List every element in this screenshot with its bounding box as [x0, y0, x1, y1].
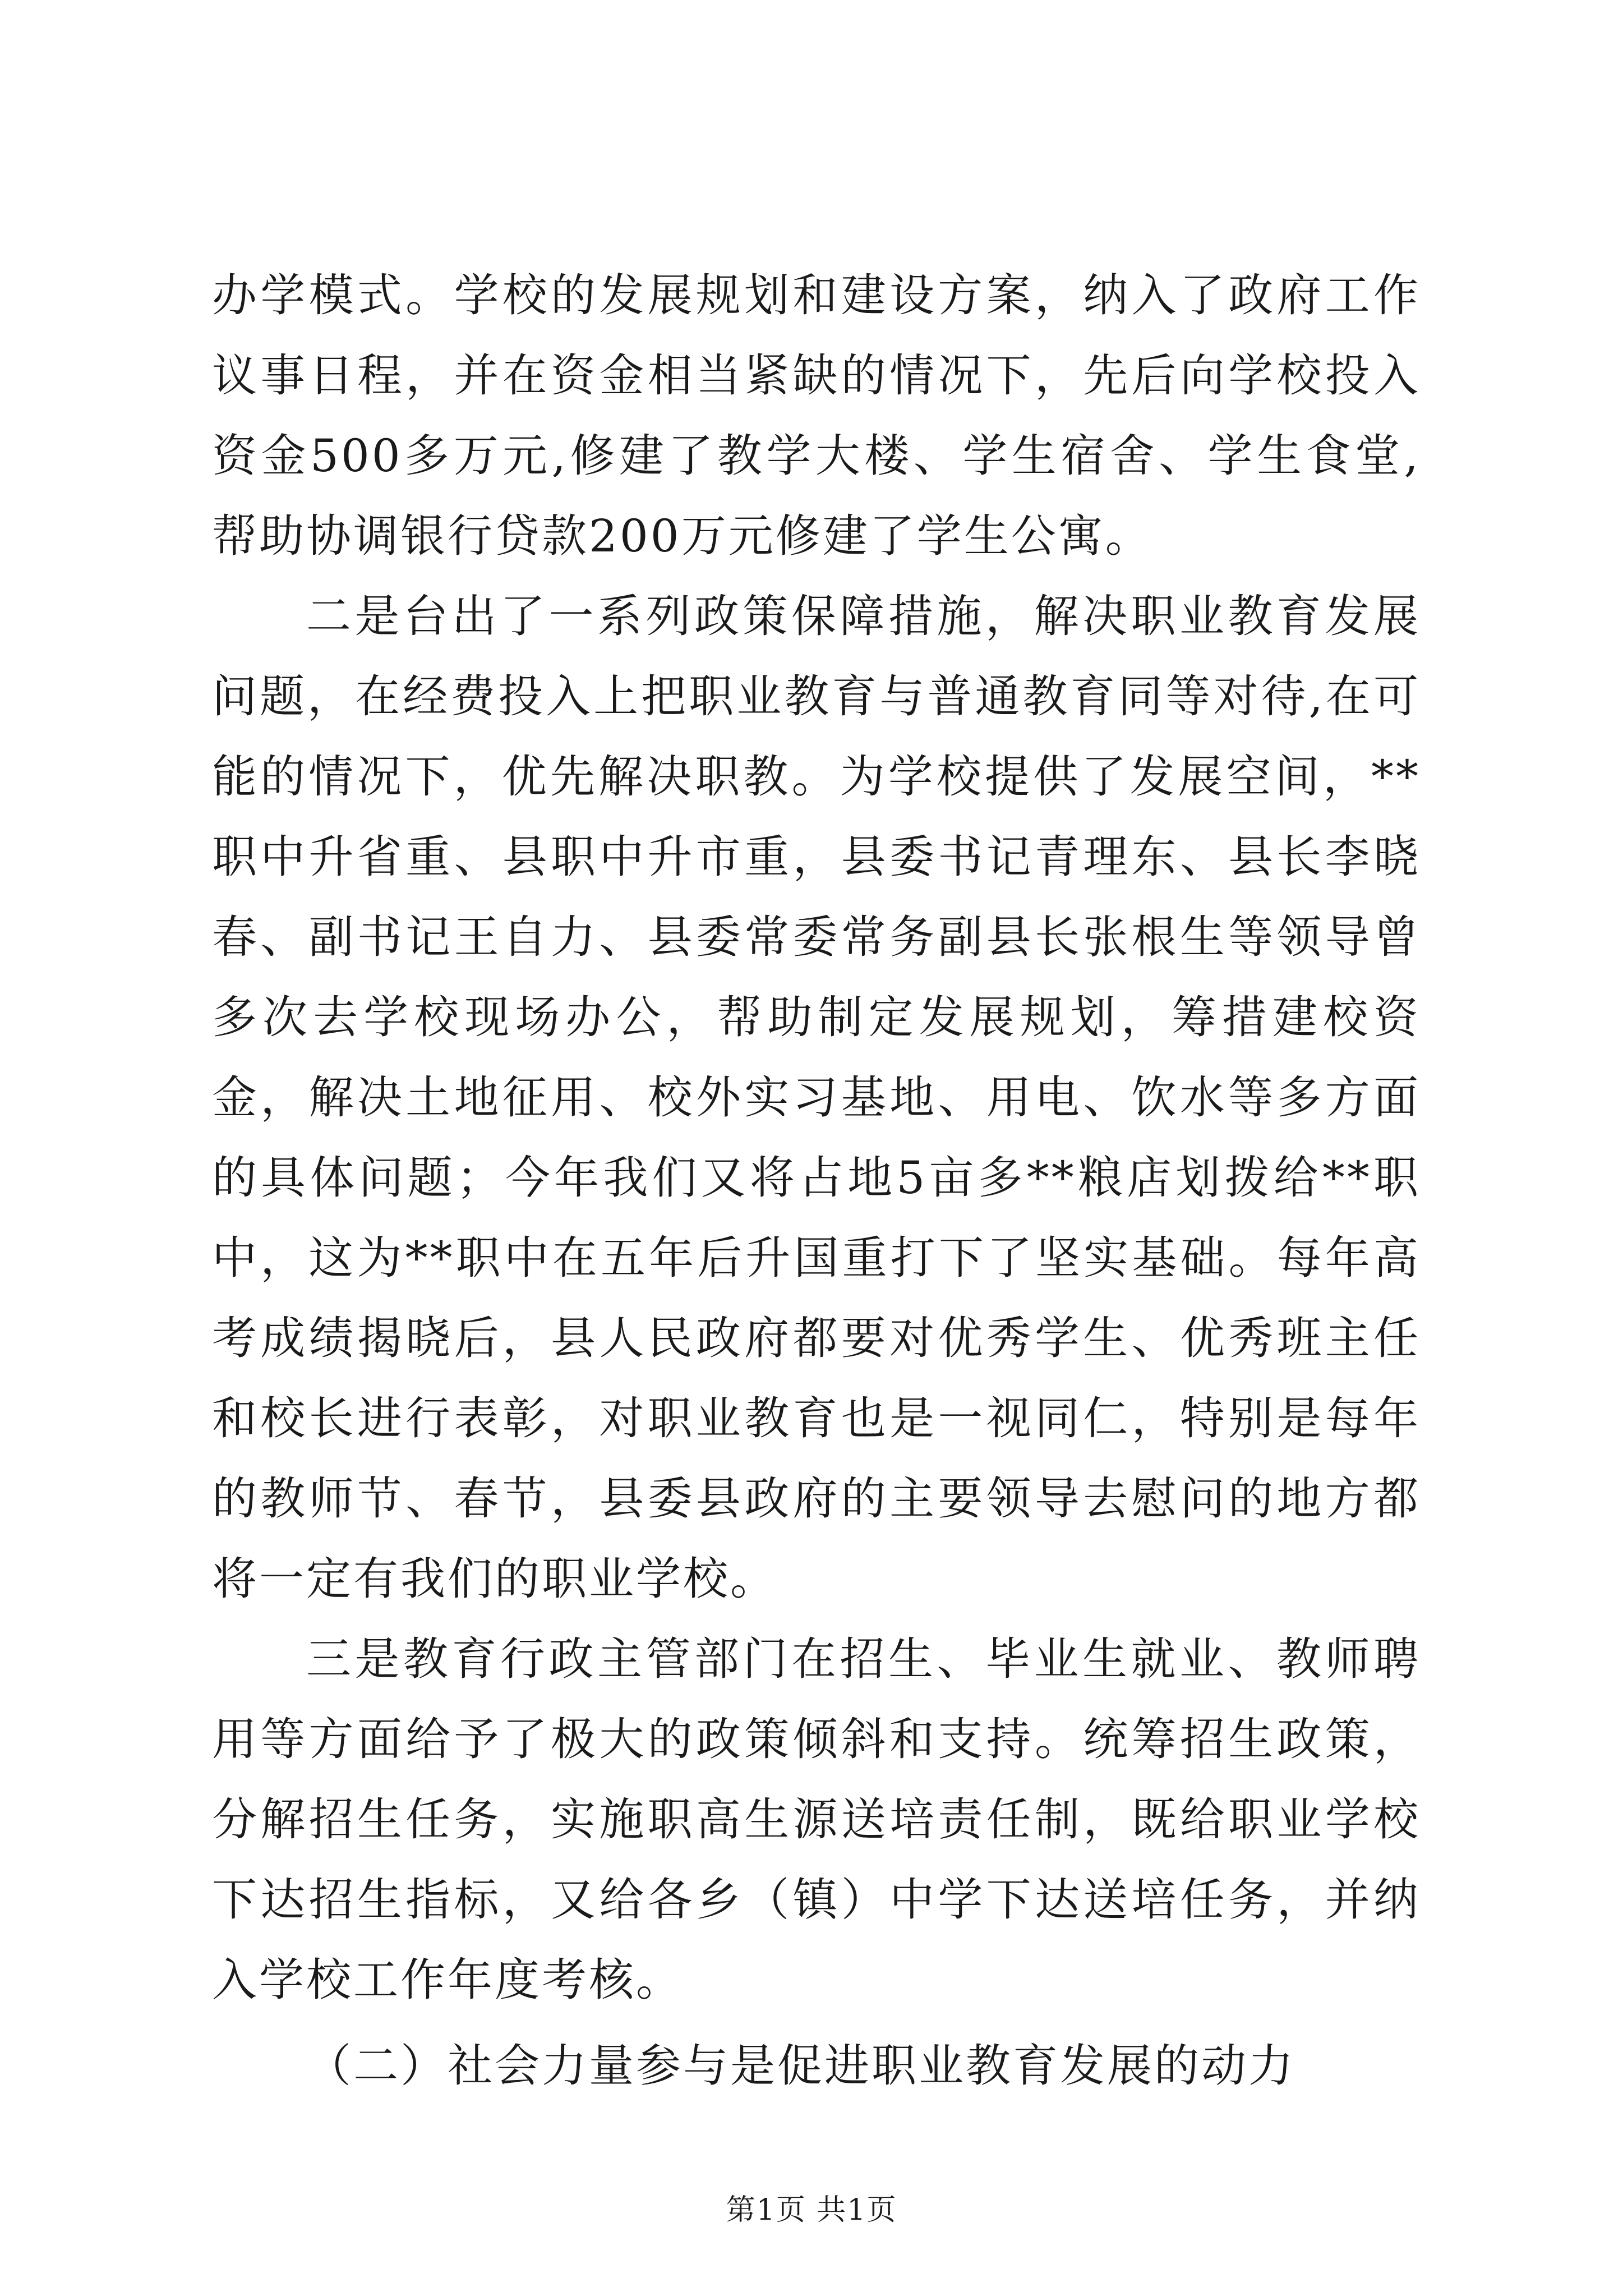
paragraph-1: 办学模式。学校的发展规划和建设方案，纳入了政府工作议事日程，并在资金相当紧缺的情况下，先后向学校投入资金500多万元,修建了教学大楼、学生宿舍、学生食堂,帮助协调银行贷款200万元修建了学生公寓。	[212, 269, 1421, 562]
section-heading: （二）社会力量参与是促进职业教育发展的动力	[306, 2040, 1295, 2092]
document-body	[212, 255, 1421, 2106]
paragraph-2: 二是台出了一系列政策保障措施，解决职业教育发展问题，在经费投入上把职业教育与普通教育同等对待,在可能的情况下，优先解决职教。为学校提供了发展空间，**职中升省重、县职中升市重，县委书记青理东、县长李晓春、副书记王自力、县委常委常务副县长张根生等领导曾多次去学校现场办公，帮助制定发展规划，筹措建校资金，解决土地征用、校外实习基地、用电、饮水等多方面的具体问题；今年我们又将占地5亩多**粮店划拨给**职中，这为**职中在五年后升国重打下了坚实基础。每年高考成绩揭晓后，县人民政府都要对优秀学生、优秀班主任和校长进行表彰，对职业教育也是一视同仁，特别是每年的教师节、春节，县委县政府的主要领导去慰问的地方都将一定有我们的职业学校。	[212, 590, 1421, 1605]
paragraph-3: 三是教育行政主管部门在招生、毕业生就业、教师聘用等方面给予了极大的政策倾斜和支持。统筹招生政策，分解招生任务，实施职高生源送培责任制，既给职业学校下达招生指标，又给各乡（镇）中学下达送培任务，并纳入学校工作年度考核。	[212, 1633, 1421, 2006]
page-number-footer: 第1页 共1页	[726, 2193, 897, 2227]
